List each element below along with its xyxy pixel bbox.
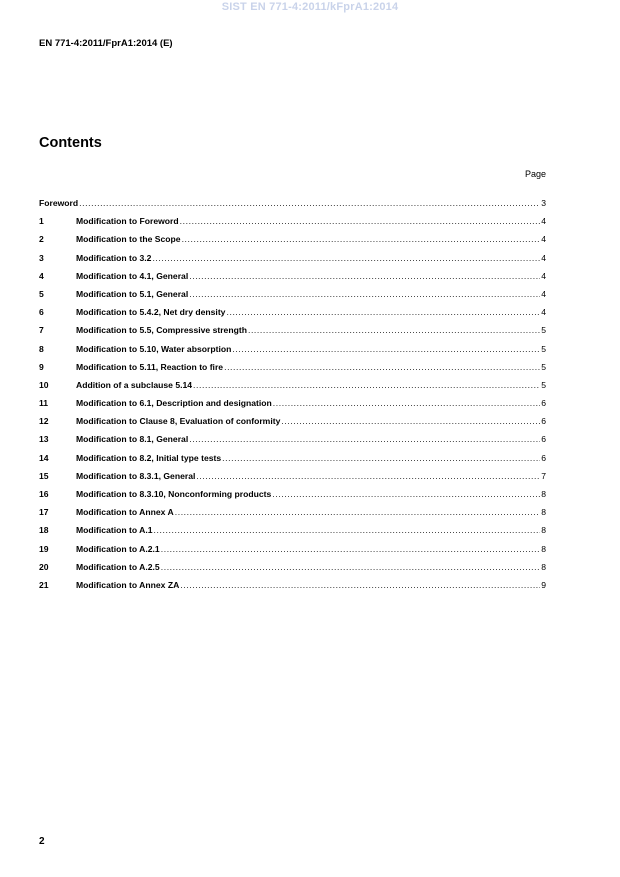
toc-entry-title: Modification to 6.1, Description and designation — [76, 398, 272, 409]
toc-dot-leader — [79, 198, 540, 208]
toc-dot-leader — [161, 562, 541, 572]
toc-entry-number: 21 — [39, 579, 49, 590]
document-identifier: EN 771-4:2011/FprA1:2014 (E) — [39, 38, 173, 49]
watermark: SIST EN 771-4:2011/kFprA1:2014 — [221, 1, 399, 13]
toc-entry[interactable] — [39, 307, 546, 325]
toc-entry-title: Modification to 4.1, General — [76, 270, 189, 281]
toc-entry-page: 6 — [541, 434, 546, 445]
toc-entry[interactable] — [39, 544, 546, 562]
toc-entry[interactable] — [39, 216, 546, 234]
toc-entry-page: 6 — [541, 416, 546, 427]
toc-entry[interactable] — [39, 271, 546, 289]
toc-entry-title: Modification to 8.2, Initial type tests — [76, 452, 222, 463]
toc-entry-title: Modification to A.1 — [76, 525, 153, 536]
footer-page-number: 2 — [39, 836, 45, 847]
toc-entry[interactable] — [39, 507, 546, 525]
toc-entry[interactable] — [39, 434, 546, 452]
toc-entry[interactable] — [39, 325, 546, 343]
page-column-label: Page — [524, 169, 546, 179]
toc-entry-page: 9 — [541, 579, 546, 590]
toc-entry[interactable] — [39, 525, 546, 543]
toc-entry-title: Modification to 5.10, Water absorption — [76, 343, 232, 354]
toc-entry-title: Modification to 5.5, Compressive strength — [76, 325, 247, 336]
toc-entry-number: 14 — [39, 452, 49, 463]
toc-entry-number: 17 — [39, 507, 49, 518]
toc-entry-title: Modification to A.2.5 — [76, 561, 160, 572]
toc-entry-number: 2 — [39, 234, 44, 245]
toc-entry-page: 5 — [541, 325, 546, 336]
toc-entry-number: 12 — [39, 416, 49, 427]
toc-entry-title: Modification to Clause 8, Evaluation of conformity — [76, 416, 281, 427]
toc-entry[interactable] — [39, 198, 546, 216]
page-title: Contents — [39, 135, 102, 151]
toc-entry-title: Modification to 3.2 — [76, 252, 152, 263]
toc-entry-number: 13 — [39, 434, 49, 445]
toc-dot-leader — [161, 544, 541, 554]
toc-dot-leader — [182, 234, 541, 244]
toc-entry-number: 9 — [39, 361, 44, 372]
toc-entry-number: 10 — [39, 379, 49, 390]
toc-entry-page: 4 — [541, 288, 546, 299]
toc-dot-leader — [224, 362, 540, 372]
toc-entry-title: Modification to A.2.1 — [76, 543, 160, 554]
toc-entry-number: 6 — [39, 307, 44, 318]
toc-dot-leader — [196, 471, 540, 481]
toc-entry-page: 5 — [541, 379, 546, 390]
toc-dot-leader — [189, 289, 540, 299]
toc-entry-number: 20 — [39, 561, 49, 572]
toc-entry-number: 11 — [39, 398, 49, 409]
toc-dot-leader — [226, 307, 540, 317]
toc-entry-title: Modification to 5.1, General — [76, 288, 189, 299]
toc-entry-page: 4 — [541, 252, 546, 263]
toc-entry-page: 4 — [541, 270, 546, 281]
toc-entry-title: Modification to Foreword — [76, 216, 179, 227]
toc-entry-page: 7 — [541, 470, 546, 481]
toc-dot-leader — [248, 325, 540, 335]
toc-entry-number: 1 — [39, 216, 44, 227]
toc-entry[interactable] — [39, 380, 546, 398]
toc-entry-title: Modification to 8.1, General — [76, 434, 189, 445]
toc-entry-title: Modification to 5.11, Reaction to fire — [76, 361, 224, 372]
toc-entry[interactable] — [39, 362, 546, 380]
toc-entry[interactable] — [39, 489, 546, 507]
toc-dot-leader — [281, 416, 540, 426]
toc-entry[interactable] — [39, 234, 546, 252]
toc-entry-title: Foreword — [39, 198, 79, 208]
toc-entry[interactable] — [39, 289, 546, 307]
toc-dot-leader — [180, 580, 540, 590]
toc-entry-number: 16 — [39, 489, 49, 499]
toc-entry-number: 3 — [39, 252, 44, 263]
toc-entry[interactable] — [39, 471, 546, 489]
toc-entry-page: 4 — [541, 234, 546, 245]
toc-entry-title: Modification to 8.3.10, Nonconforming products — [76, 489, 272, 499]
toc-entry-number: 18 — [39, 525, 49, 536]
toc-entry-page: 8 — [541, 561, 546, 572]
toc-entry-page: 8 — [541, 543, 546, 554]
toc-dot-leader — [152, 253, 540, 263]
toc-entry-page: 8 — [541, 507, 546, 518]
toc-entry-number: 7 — [39, 325, 44, 336]
toc-entry-page: 5 — [541, 361, 546, 372]
toc-entry-page: 6 — [541, 398, 546, 409]
toc-entry-page: 3 — [541, 198, 546, 208]
toc-entry[interactable] — [39, 453, 546, 471]
toc-entry-title: Modification to 8.3.1, General — [76, 470, 196, 481]
toc-dot-leader — [189, 434, 540, 444]
toc-entry-number: 15 — [39, 470, 49, 481]
toc-dot-leader — [193, 380, 540, 390]
toc-dot-leader — [272, 489, 540, 499]
toc-entry[interactable] — [39, 253, 546, 271]
toc-entry[interactable] — [39, 398, 546, 416]
toc-entry-title: Modification to 5.4.2, Net dry density — [76, 307, 226, 318]
toc-entry-number: 19 — [39, 543, 49, 554]
toc-entry-page: 5 — [541, 343, 546, 354]
toc-entry-number: 4 — [39, 270, 44, 281]
toc-entry-page: 8 — [541, 489, 546, 499]
toc-entry-page: 4 — [541, 307, 546, 318]
toc-entry[interactable] — [39, 344, 546, 362]
toc-dot-leader — [222, 453, 540, 463]
toc-entry-title: Addition of a subclause 5.14 — [76, 379, 193, 390]
toc-dot-leader — [154, 525, 541, 535]
toc-entry-title: Modification to Annex ZA — [76, 579, 180, 590]
toc-entry-title: Modification to Annex A — [76, 507, 174, 518]
toc-entry[interactable] — [39, 580, 546, 598]
toc-dot-leader — [180, 216, 541, 226]
toc-entry-number: 8 — [39, 343, 44, 354]
toc-entry-page: 6 — [541, 452, 546, 463]
toc-entry[interactable] — [39, 562, 546, 580]
toc-entry-page: 8 — [541, 525, 546, 536]
toc-entry-number: 5 — [39, 288, 44, 299]
toc-dot-leader — [189, 271, 540, 281]
toc-entry-page: 4 — [541, 216, 546, 227]
toc-dot-leader — [273, 398, 540, 408]
toc-dot-leader — [232, 344, 540, 354]
toc-entry-title: Modification to the Scope — [76, 234, 181, 245]
toc-entry[interactable] — [39, 416, 546, 434]
toc-dot-leader — [175, 507, 541, 517]
table-of-contents — [39, 198, 546, 598]
